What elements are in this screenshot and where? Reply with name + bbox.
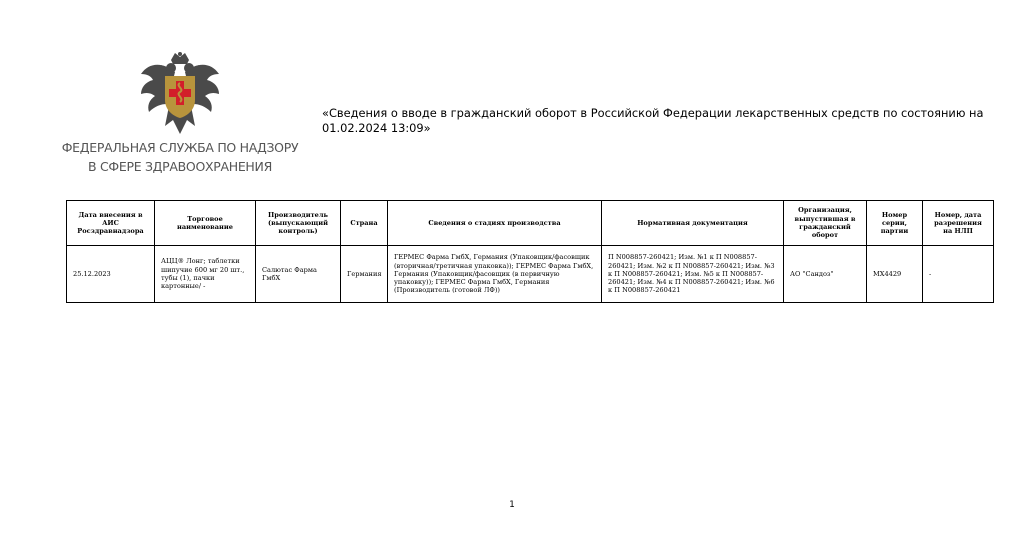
organization-name-line2: В СФЕРЕ ЗДРАВООХРАНЕНИЯ	[88, 159, 272, 174]
organization-name-line1: ФЕДЕРАЛЬНАЯ СЛУЖБА ПО НАДЗОРУ	[61, 140, 299, 155]
roszdravnadzor-logo	[60, 50, 300, 180]
document-title: «Сведения о вводе в гражданский оборот в Российской Федерации лекарственных средств по состоянию на 01.02.2024 13:09»	[322, 106, 984, 135]
column-header-regulatory-docs: Нормативная документация	[602, 201, 784, 246]
column-header-manufacturer: Производитель (выпускающий контроль)	[256, 201, 341, 246]
cell-regulatory-docs: П N008857-260421; Изм. №1 к П N008857-260421; Изм. №2 к П N008857-260421; Изм. №3 к П N008857-260421; Изм. №5 к П N008857-260421; Изм. №4 к П N008857-260421; Изм. №6 к П N008857-260421	[602, 246, 784, 303]
cell-trade-name: АЦЦ® Лонг; таблетки шипучие 600 мг 20 шт., тубы (1), пачки картонные/ -	[155, 246, 256, 303]
table-header-row	[67, 201, 994, 246]
medicines-table	[66, 200, 994, 303]
column-header-batch-number: Номер серии, партии	[867, 201, 923, 246]
page-number: 1	[509, 500, 515, 510]
cell-permit: -	[923, 246, 994, 303]
column-header-date: Дата внесения в АИС Росздравнадзора	[67, 201, 155, 246]
cell-manufacturer: Салютас Фарма ГмбХ	[256, 246, 341, 303]
double-headed-eagle-emblem-icon	[135, 50, 225, 142]
cell-date: 25.12.2023	[67, 246, 155, 303]
cell-organization: АО "Сандоз"	[784, 246, 867, 303]
cell-country: Германия	[341, 246, 388, 303]
column-header-production-stages: Сведения о стадиях производства	[388, 201, 602, 246]
column-header-trade-name: Торговое наименование	[155, 201, 256, 246]
column-header-permit: Номер, дата разрешения на НЛП	[923, 201, 994, 246]
cell-production-stages: ГЕРМЕС Фарма ГмбХ, Германия (Упаковщик/фасовщик (вторичная/третичная упаковка)); ГЕРМЕС Фарма ГмбХ, Германия (Упаковщик/фасовщик (в первичную упаковку)); ГЕРМЕС Фарма ГмбХ, Германия (Производитель (готовой ЛФ))	[388, 246, 602, 303]
column-header-organization: Организация, выпустившая в гражданский оборот	[784, 201, 867, 246]
column-header-country: Страна	[341, 201, 388, 246]
table-row	[67, 246, 994, 303]
organization-name	[60, 138, 300, 176]
cell-batch-number: MX4429	[867, 246, 923, 303]
